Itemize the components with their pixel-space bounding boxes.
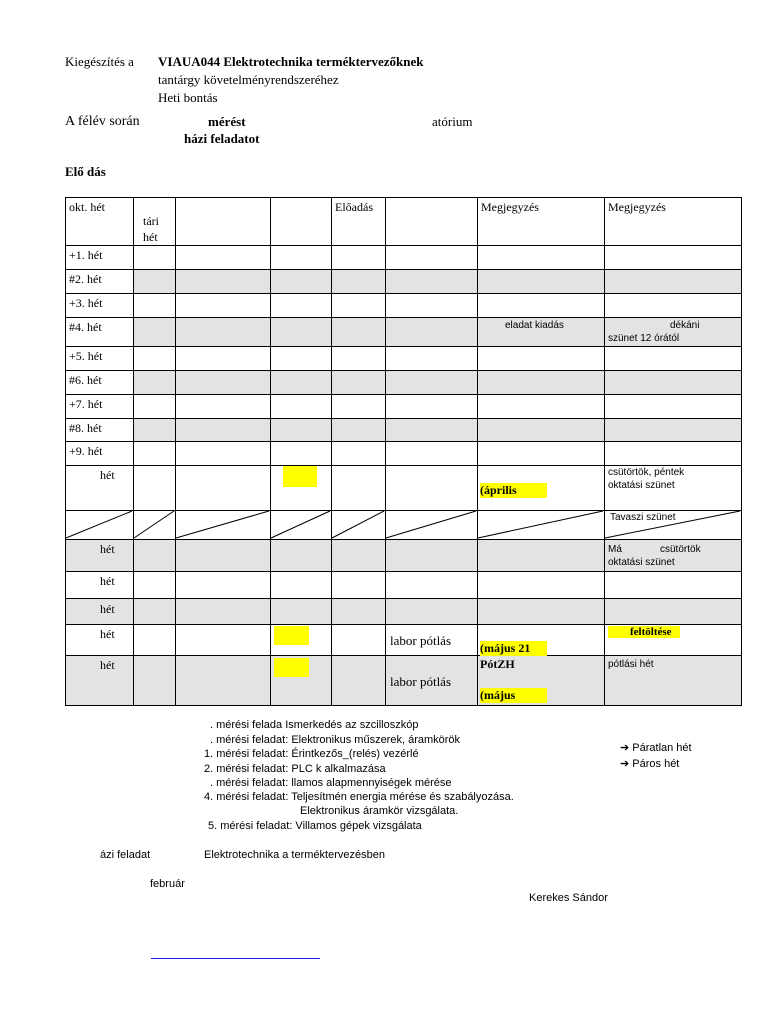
- week-label: +9. hét: [69, 444, 103, 458]
- email-link[interactable]: [151, 958, 320, 959]
- task-item: . mérési feladat: Elektronikus műszerek, áramkörök: [210, 734, 461, 746]
- week-label: #6. hét: [69, 373, 102, 387]
- semester-hazi: házi feladatot: [184, 131, 260, 146]
- labor-potlas-1: labor pótlás: [390, 633, 452, 648]
- note-szunet: szünet 12 órától: [608, 333, 680, 344]
- task-item: 5. mérési feladat: Villamos gépek vizsgálata: [208, 820, 422, 832]
- semester-intro: A félév során: [65, 114, 140, 129]
- week-label: hét: [100, 627, 115, 641]
- note-majus: (május: [480, 688, 547, 703]
- note-tavaszi-szunet: Tavaszi szünet: [610, 512, 676, 523]
- course-title: VIAUA044 Elektrotechnika terméktervezőknek: [158, 54, 424, 69]
- note-potzh: PótZH: [480, 657, 515, 671]
- task-item: . mérési felada Ismerkedés az szcilloszkóp: [210, 719, 419, 731]
- week-label: #4. hét: [69, 320, 102, 334]
- header-okt-het: okt. hét: [69, 200, 105, 214]
- task-item: . mérési feladat: llamos alapmennyiségek mérése: [210, 777, 452, 789]
- hazi-feladat-label: ázi feladat: [100, 849, 151, 861]
- header-line2: tantárgy követelményrendszeréhez: [158, 72, 339, 87]
- week-label: #8. hét: [69, 421, 102, 435]
- header-tari: tári: [143, 214, 159, 228]
- footer-date: február: [150, 878, 185, 890]
- note-feladat-kiadas: eladat kiadás: [505, 320, 564, 331]
- task-item: 2. mérési feladat: PLC k alkalmazása: [204, 763, 386, 775]
- note-ma: Má: [608, 544, 622, 555]
- week-label: +7. hét: [69, 397, 103, 411]
- labor-potlas-2: labor pótlás: [390, 674, 452, 689]
- week-label: +1. hét: [69, 248, 103, 262]
- note-oktatasi-szunet: oktatási szünet: [608, 480, 675, 491]
- note-potlasi-het: pótlási hét: [608, 659, 654, 670]
- header-eloadas: Előadás: [335, 200, 373, 214]
- week-label: hét: [100, 574, 115, 588]
- week-label: hét: [100, 542, 115, 556]
- note-majus-21: (május 21: [480, 641, 547, 656]
- week-label: +5. hét: [69, 349, 103, 363]
- semester-merest: mérést: [208, 114, 246, 129]
- week-label: hét: [100, 602, 115, 616]
- note-dekani: dékáni: [670, 320, 700, 331]
- header-line3: Heti bontás: [158, 90, 218, 105]
- task-item: Elektronikus áramkör vizsgálata.: [300, 805, 459, 817]
- note-aprilis: (április: [480, 483, 547, 498]
- task-item: 1. mérési feladat: Érintkezős_(relés) vezérlé: [204, 748, 419, 760]
- arrow-right-icon: ➔: [620, 758, 633, 770]
- task-item: 4. mérési feladat: Teljesítmén energia mérése és szabályozása.: [204, 791, 514, 803]
- note-csutortok: csütörtök: [660, 544, 701, 555]
- week-label: hét: [100, 658, 115, 672]
- arrow-right-icon: ➔: [620, 742, 633, 754]
- legend-even: ➔ Páros hét: [620, 758, 680, 770]
- note-csutortok-pentek: csütörtök, péntek: [608, 467, 685, 478]
- week-label: #2. hét: [69, 272, 102, 286]
- header-het: hét: [143, 230, 158, 244]
- week-label: +3. hét: [69, 296, 103, 310]
- footer-author: Kerekes Sándor: [529, 892, 608, 904]
- hazi-feladat-title: Elektrotechnika a terméktervezésben: [204, 849, 385, 861]
- header-prefix: Kiegészítés a: [65, 54, 134, 69]
- note-feltoltese: feltöltése: [608, 626, 680, 638]
- section-title: Elő dás: [65, 164, 106, 179]
- header-megjegyzes-1: Megjegyzés: [481, 200, 539, 214]
- legend-odd: ➔ Páratlan hét: [620, 742, 692, 754]
- week-label: hét: [100, 468, 115, 482]
- note-oktatasi-szunet-2: oktatási szünet: [608, 557, 675, 568]
- header-megjegyzes-2: Megjegyzés: [608, 200, 666, 214]
- semester-atorium: atórium: [432, 114, 473, 129]
